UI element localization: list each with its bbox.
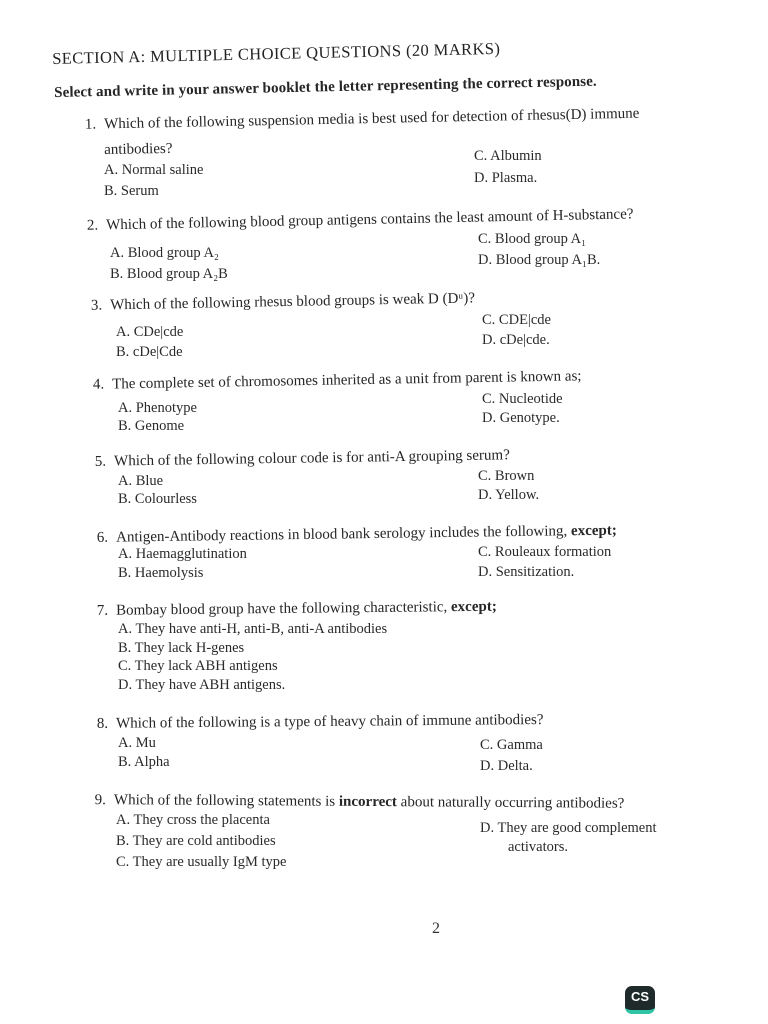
question-number: 4. (92, 376, 105, 393)
question-emphasis: except; (570, 522, 617, 540)
instruction-text: Select and write in your answer booklet the letter representing the correct response. (54, 73, 597, 101)
option-9b: B. They are cold antibodies (116, 833, 276, 849)
option-7b: B. They lack H-genes (118, 640, 245, 656)
question-text: Which of the following colour code is for anti-A grouping serum? (113, 447, 510, 470)
option-2c: C. Blood group A₁ (478, 231, 587, 247)
option-7d: D. They have ABH antigens. (118, 677, 286, 693)
section-title: SECTION A: MULTIPLE CHOICE QUESTIONS (20 MARKS) (52, 38, 501, 68)
option-5b: B. Colourless (118, 491, 197, 507)
option-1d: D. Plasma. (474, 170, 538, 186)
option-2d: D. Blood group A₁B. (478, 252, 601, 268)
option-8d: D. Delta. (480, 758, 533, 774)
question-number: 7. (96, 602, 109, 619)
option-6c: C. Rouleaux formation (478, 544, 612, 560)
option-4c: C. Nucleotide (482, 391, 563, 407)
option-4d: D. Genotype. (482, 410, 560, 426)
question-emphasis: except; (450, 598, 497, 616)
question-1-stem (74, 106, 640, 134)
question-number: 6. (96, 529, 109, 546)
option-4a: A. Phenotype (118, 400, 197, 416)
option-6a: A. Haemagglutination (118, 546, 247, 562)
option-7c: C. They lack ABH antigens (118, 658, 278, 674)
question-text: Which of the following blood group antigens contains the least amount of H-substance? (105, 206, 634, 234)
question-number: 8. (96, 715, 109, 732)
option-6d: D. Sensitization. (478, 564, 575, 580)
question-8-stem (86, 712, 544, 733)
option-9c: C. They are usually IgM type (116, 854, 287, 870)
option-5a: A. Blue (118, 473, 164, 489)
option-1a: A. Normal saline (104, 162, 204, 178)
option-3d: D. cDe|cde. (482, 332, 550, 348)
option-9d-cont: activators. (508, 839, 568, 855)
question-number: 5. (94, 453, 107, 470)
question-text-cont: about naturally occurring antibodies? (400, 794, 625, 812)
question-7-stem (86, 599, 497, 620)
question-text: Which of the following suspension media is best used for detection of rhesus(D) immune (103, 105, 640, 133)
option-8c: C. Gamma (480, 737, 543, 753)
option-5d: D. Yellow. (478, 487, 540, 503)
option-2b: B. Blood group A₂B (110, 266, 228, 282)
question-number: 1. (84, 116, 97, 133)
option-9a: A. They cross the placenta (116, 812, 270, 828)
question-1-stem-cont: antibodies? (104, 140, 173, 158)
question-text: The complete set of chromosomes inherited as a unit from parent is known as; (111, 368, 582, 393)
option-3a: A. CDe|cde (116, 324, 184, 340)
option-1b: B. Serum (104, 183, 159, 199)
option-2a: A. Blood group A₂ (110, 245, 219, 261)
question-9-stem (84, 792, 625, 813)
question-number: 3. (90, 297, 103, 314)
option-5c: C. Brown (478, 468, 535, 484)
page-number: 2 (432, 920, 440, 937)
question-text: Antigen-Antibody reactions in blood bank serology includes the following, (115, 523, 568, 546)
option-3c: C. CDE|cde (482, 312, 551, 328)
option-1c: C. Albumin (474, 148, 542, 164)
question-text: Which of the following statements is (113, 792, 336, 810)
option-6b: B. Haemolysis (118, 565, 204, 581)
question-number: 9. (94, 792, 106, 809)
option-7a: A. They have anti-H, anti-B, anti-A antibodies (118, 621, 388, 637)
question-3-stem (80, 290, 475, 315)
question-text: Which of the following is a type of heavy chain of immune antibodies? (115, 712, 544, 732)
question-5-stem (84, 447, 510, 471)
question-emphasis: incorrect (338, 793, 397, 811)
option-8a: A. Mu (118, 735, 156, 751)
option-3b: B. cDe|Cde (116, 344, 183, 360)
question-text: Bombay blood group have the following characteristic, (115, 599, 448, 619)
option-4b: B. Genome (118, 418, 185, 434)
question-number: 2. (86, 217, 99, 234)
option-9d: D. They are good complement (480, 820, 657, 836)
option-8b: B. Alpha (118, 754, 170, 770)
camscanner-logo: CS (625, 986, 655, 1014)
question-text: Which of the following rhesus blood groups is weak D (Dᵘ)? (109, 290, 476, 314)
